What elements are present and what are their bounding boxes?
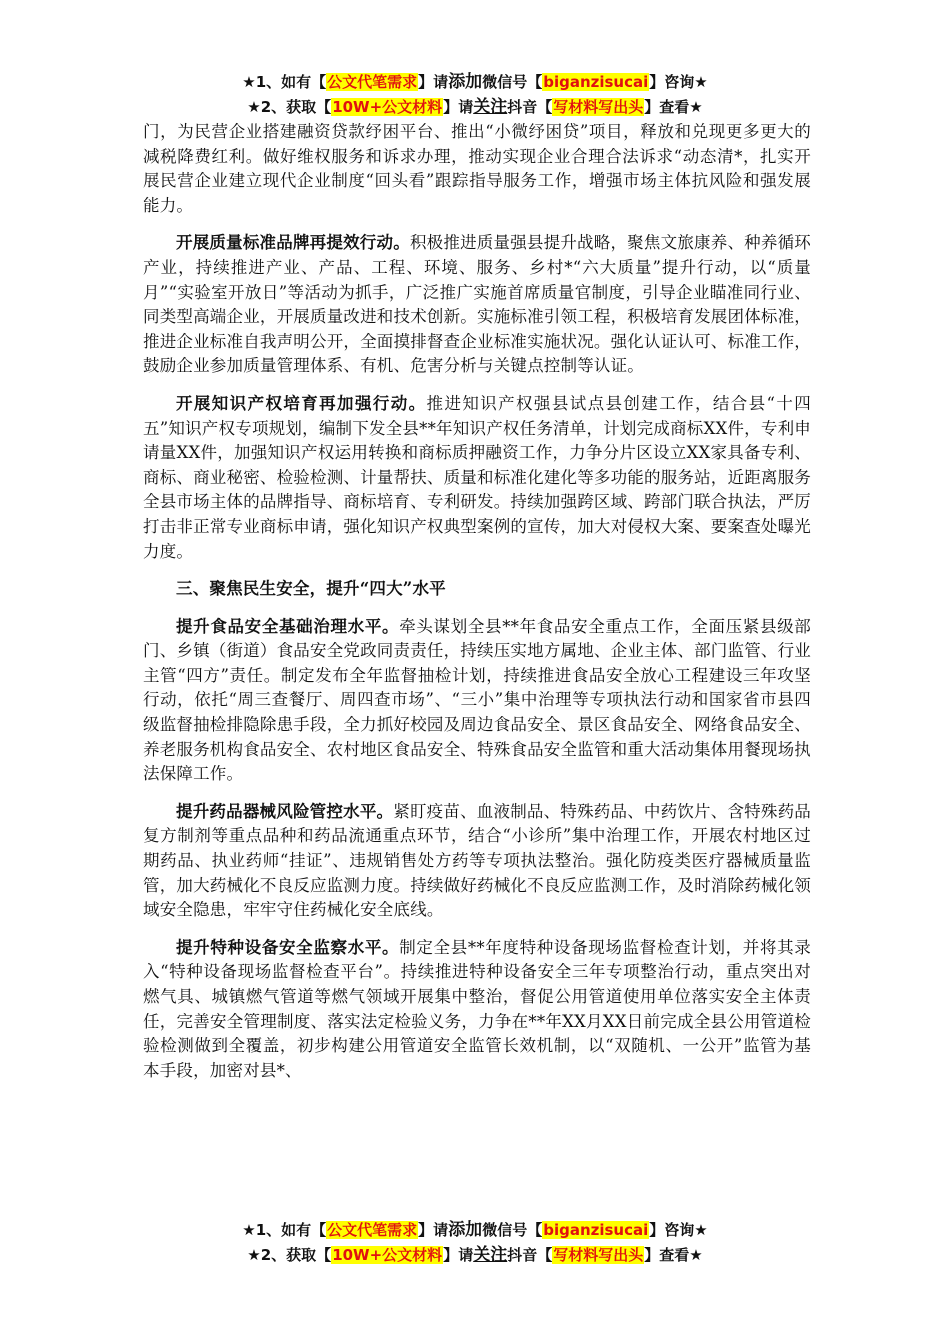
paragraph-text: 积极推进质量强县提升战略，聚焦文旅康养、种养循环产业，持续推进产业、产品、工程、环境、服务、乡村*“六大质量”提升行动，以“质量月”“实验室开放日”等活动为抓手，广泛推广实施首席质量官制度，引导企业瞄准同行业、同类型高端企业，开展质量改进和技术创新。实施标准引领工程，积极培育发展团体标准，推进企业标准自我声明公开，全面摸排督查企业标准实施状况。强化认证认可、标准工作，鼓励企业参加质量管理体系、有机、危害分析与关键点控制等认证。 — [143, 233, 811, 376]
top-promo-banner — [0, 70, 950, 120]
promo-text: 】请 — [443, 98, 474, 116]
document-body — [143, 120, 811, 1096]
promo-text: 】查看★ — [644, 1246, 703, 1264]
promo-text: ★1、如有【 — [242, 1221, 327, 1239]
promo-text: 】咨询★ — [649, 73, 708, 91]
paragraph — [143, 800, 811, 923]
paragraph-lead: 开展知识产权培育再加强行动。 — [176, 393, 427, 413]
paragraph — [143, 936, 811, 1084]
promo-emphasis: 关注 — [473, 1245, 508, 1265]
promo-text: ★2、获取【 — [247, 98, 332, 116]
promo-text: 抖音【 — [507, 98, 553, 116]
paragraph — [143, 231, 811, 379]
paragraph-lead: 提升食品安全基础治理水平。 — [176, 616, 400, 636]
section-heading: 三、聚焦民生安全，提升“四大”水平 — [176, 579, 446, 599]
promo-wechat-id: biganzisucai — [543, 1221, 649, 1239]
paragraph-text: 制定全县**年度特种设备现场监督检查计划，并将其录入“特种设备现场监督检查平台”。持续推进特种设备安全三年专项整治行动，重点突出对燃气具、城镇燃气管道等燃气领域开展集中整治，督促公用管道使用单位落实安全主体责任，完善安全管理制度、落实法定检验义务，力争在**年XX月XX日前完成全县公用管道检验检测做到全覆盖，初步构建公用管道安全监管长效机制，以“双随机、一公开”监管为基本手段，加密对县*、 — [143, 937, 811, 1080]
promo-line-1 — [0, 1218, 950, 1243]
promo-emphasis: 关注 — [473, 97, 508, 117]
paragraph: 门，为民营企业搭建融资贷款纾困平台、推出“小微纾困贷”项目，释放和兑现更多更大的减税降费红利。做好维权服务和诉求办理，推动实现企业合理合法诉求“动态清*，扎实开展民营企业建立现代企业制度“回头看”跟踪指导服务工作，增强市场主体抗风险和强发展能力。 — [143, 122, 811, 215]
promo-text: 抖音【 — [507, 1246, 553, 1264]
promo-text: 】请 — [443, 1246, 474, 1264]
promo-douyin-id: 写材料写出头 — [553, 1246, 644, 1264]
paragraph-text: 推进知识产权强县试点县创建工作，结合县“十四五”知识产权专项规划，编制下发全县**年知识产权任务清单，计划完成商标XX件，专利申请量XX件，加强知识产权运用转换和商标质押融资工作，力争分片区设立XX家具备专利、商标、商业秘密、检验检测、计量帮扶、质量和标准化建化等多功能的服务站，近距离服务全县市场主体的品牌指导、商标培育、专利研发。持续加强跨区域、跨部门联合执法，严厉打击非正常专业商标申请，强化知识产权典型案例的宣传，加大对侵权大案、要案查处曝光力度。 — [143, 393, 811, 561]
promo-line-2 — [0, 95, 950, 120]
paragraph-lead: 提升药品器械风险管控水平。 — [176, 801, 394, 821]
promo-line-1 — [0, 70, 950, 95]
promo-text: 】请 — [418, 1221, 449, 1239]
promo-highlight: 10W+公文材料 — [332, 98, 443, 116]
promo-text: ★1、如有【 — [242, 73, 327, 91]
promo-text: 微信号【 — [482, 1221, 543, 1239]
promo-highlight: 10W+公文材料 — [332, 1246, 443, 1264]
paragraph — [143, 392, 811, 564]
promo-emphasis: 添加 — [448, 1220, 483, 1240]
bottom-promo-banner — [0, 1218, 950, 1268]
promo-text: 】咨询★ — [649, 1221, 708, 1239]
promo-highlight: 公文代笔需求 — [327, 73, 418, 91]
promo-text: 】查看★ — [644, 98, 703, 116]
paragraph-text: 牵头谋划全县**年食品安全重点工作，全面压紧县级部门、乡镇（街道）食品安全党政同责责任，持续压实地方属地、企业主体、部门监管、行业主管“四方”责任。制定发布全年监督抽检计划，持续推进食品安全放心工程建设三年攻坚行动，依托“周三查餐厅、周四查市场”、“三小”集中治理等专项执法行动和国家省市县四级监督抽检排隐除患手段，全力抓好校园及周边食品安全、景区食品安全、网络食品安全、养老服务机构食品安全、农村地区食品安全、特殊食品安全监管和重大活动集体用餐现场执法保障工作。 — [143, 616, 811, 784]
promo-text: 】请 — [418, 73, 449, 91]
promo-wechat-id: biganzisucai — [543, 73, 649, 91]
promo-text: 微信号【 — [482, 73, 543, 91]
promo-text: ★2、获取【 — [247, 1246, 332, 1264]
paragraph-lead: 提升特种设备安全监察水平。 — [176, 937, 400, 957]
paragraph-lead: 开展质量标准品牌再提效行动。 — [176, 233, 410, 253]
promo-douyin-id: 写材料写出头 — [553, 98, 644, 116]
promo-highlight: 公文代笔需求 — [327, 1221, 418, 1239]
paragraph-text: 紧盯疫苗、血液制品、特殊药品、中药饮片、含特殊药品复方制剂等重点品种和药品流通重点环节，结合“小诊所”集中治理工作，开展农村地区过期药品、执业药师“挂证”、违规销售处方药等专项执法整治。强化防疫类医疗器械质量监管，加大药械化不良反应监测力度。持续做好药械化不良反应监测工作，及时消除药械化领域安全隐患，牢牢守住药械化安全底线。 — [143, 801, 812, 920]
promo-line-2 — [0, 1243, 950, 1268]
promo-emphasis: 添加 — [448, 72, 483, 92]
paragraph — [143, 615, 811, 787]
